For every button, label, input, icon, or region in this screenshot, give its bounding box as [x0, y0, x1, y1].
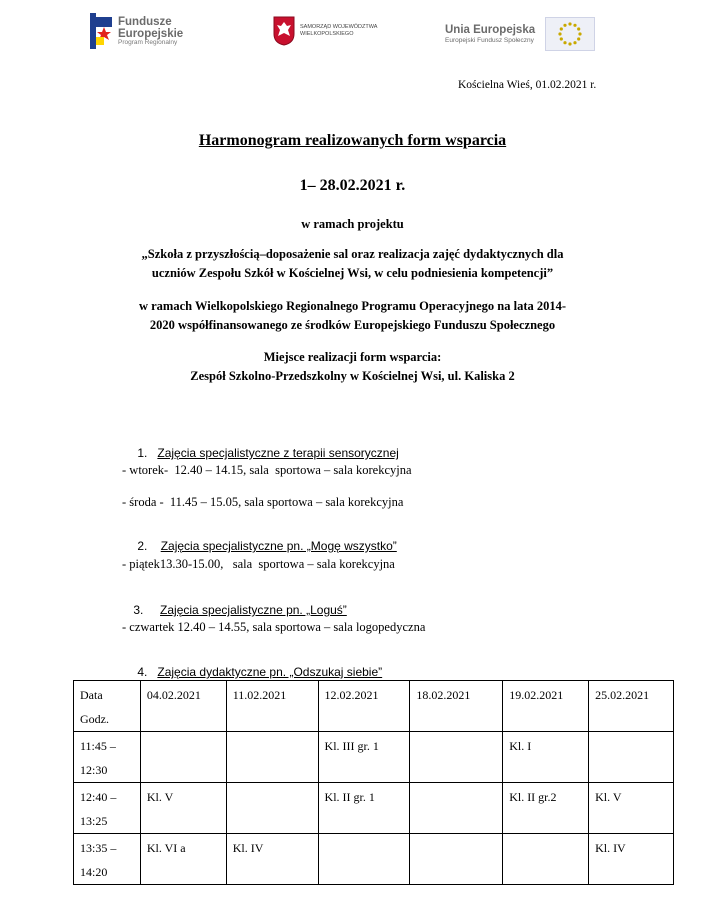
project-intro: w ramach projektu: [301, 217, 404, 231]
document-title-text: Harmonogram realizowanych form wsparcia: [198, 132, 507, 149]
wlkp-logo-line1: SAMORZĄD WOJEWÓDZTWA: [300, 24, 378, 31]
class-cell: Kl. VI a: [140, 834, 226, 885]
fe-logo-line1: Fundusze: [118, 15, 172, 28]
section-3-title: Zajęcia specjalistyczne pn. „Loguś”: [160, 603, 347, 617]
program-line1: w ramach Wielkopolskiego Regionalnego Programu Operacyjnego na lata 2014-: [138, 299, 567, 313]
section-4-title: Zajęcia dydaktyczne pn. „Odszukaj siebie”: [157, 665, 383, 679]
table-date-header: 19.02.2021: [503, 681, 589, 732]
table-corner-cell: [74, 681, 141, 732]
class-cell: [140, 732, 226, 783]
table-row: [74, 834, 674, 885]
table-date-header: 11.02.2021: [226, 681, 318, 732]
place-value: Zespół Szkolno-Przedszkolny w Kościelnej Wsi, ul. Kaliska 2: [190, 369, 515, 383]
class-cell: Kl. II gr.2: [503, 783, 589, 834]
class-cell: [226, 732, 318, 783]
section-2-title: Zajęcia specjalistyczne pn. „Mogę wszystko”: [160, 539, 397, 553]
program-line2: 2020 współfinansowanego ze środków Europejskiego Funduszu Społecznego: [149, 318, 556, 332]
section-3-number: 3.: [133, 603, 144, 617]
fundusze-europejskie-logo: [90, 13, 183, 49]
time-end: 14:20: [80, 865, 108, 879]
schedule-line: - środa - 11.45 – 15.05, sala sportowa – sala korekcyjna: [122, 495, 404, 509]
class-cell: Kl. V: [140, 783, 226, 834]
time-end: 12:30: [80, 763, 108, 777]
class-cell: [410, 783, 503, 834]
section-4-number: 4.: [137, 665, 148, 679]
class-cell: [503, 834, 589, 885]
samorzad-wielkopolski-logo: [273, 16, 377, 46]
section-2-number: 2.: [137, 539, 148, 553]
time-slot-cell: [74, 783, 141, 834]
fe-star-icon: [90, 13, 112, 49]
time-start: 12:40 –: [80, 790, 117, 804]
class-cell: Kl. IV: [589, 834, 674, 885]
place-and-date: Kościelna Wieś, 01.02.2021 r.: [458, 79, 597, 91]
table-date-header: 18.02.2021: [410, 681, 503, 732]
table-header-row: [74, 681, 674, 732]
class-cell: [410, 732, 503, 783]
time-start: 13:35 –: [80, 841, 117, 855]
table-row: [74, 783, 674, 834]
eu-flag-icon: [545, 17, 595, 51]
project-name-line1: „Szkoła z przyszłością–doposażenie sal oraz realizacja zajęć dydaktycznych dla: [141, 247, 564, 261]
class-cell: [226, 783, 318, 834]
project-name-line2: uczniów Zespołu Szkół w Kościelnej Wsi, w celu podniesienia kompetencji”: [151, 266, 554, 280]
fe-logo-line2: Europejskie: [118, 27, 184, 40]
section-1-title: Zajęcia specjalistyczne z terapii sensorycznej: [157, 446, 399, 460]
time-start: 11:45 –: [80, 739, 116, 753]
wlkp-logo-line2: WIELKOPOLSKIEGO: [300, 31, 354, 37]
table-date-header: 04.02.2021: [140, 681, 226, 732]
schedule-line: - wtorek- 12.40 – 14.15, sala sportowa – sala korekcyjna: [122, 463, 412, 477]
time-end: 13:25: [80, 814, 108, 828]
class-cell: [318, 834, 410, 885]
schedule-line: - czwartek 12.40 – 14.55, sala sportowa – sala logopedyczna: [122, 620, 426, 634]
ue-logo-line2: Europejski Fundusz Społeczny: [445, 36, 534, 44]
class-cell: Kl. I: [503, 732, 589, 783]
class-cell: [589, 732, 674, 783]
table-date-header: 25.02.2021: [589, 681, 674, 732]
class-cell: [410, 834, 503, 885]
section-1-number: 1.: [137, 446, 148, 460]
schedule-line: - piątek13.30-15.00, sala sportowa – sala korekcyjna: [122, 557, 395, 571]
class-cell: Kl. V: [589, 783, 674, 834]
table-date-header: 12.02.2021: [318, 681, 410, 732]
class-cell: Kl. IV: [226, 834, 318, 885]
corner-time-label: Godz.: [80, 712, 109, 726]
unia-europejska-logo: [445, 17, 595, 51]
time-slot-cell: [74, 834, 141, 885]
ue-logo-line1: Unia Europejska: [445, 24, 536, 37]
place-label: Miejsce realizacji form wsparcia:: [263, 350, 442, 364]
schedule-table: [73, 680, 674, 885]
table-row: [74, 732, 674, 783]
document-period: 1– 28.02.2021 r.: [299, 177, 406, 194]
class-cell: Kl. II gr. 1: [318, 783, 410, 834]
time-slot-cell: [74, 732, 141, 783]
class-cell: Kl. III gr. 1: [318, 732, 410, 783]
corner-date-label: Data: [80, 688, 103, 702]
fe-logo-line3: Program Regionalny: [118, 38, 178, 46]
document-title: [0, 132, 705, 150]
eagle-crest-icon: [273, 16, 295, 46]
